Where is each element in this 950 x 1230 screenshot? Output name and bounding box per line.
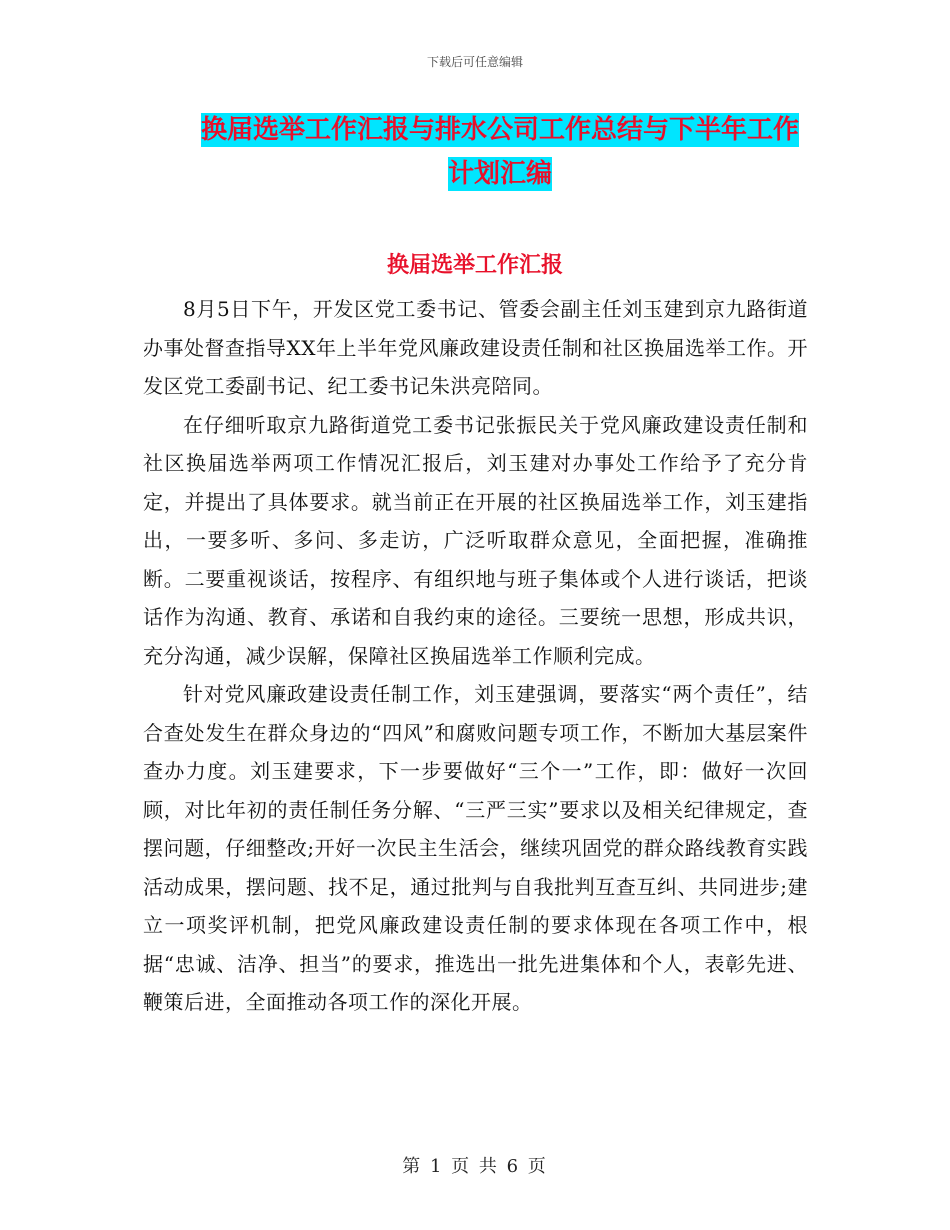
header-note: 下载后可任意编辑 xyxy=(426,55,523,69)
paragraph-1: 8月5日下午，开发区党工委书记、管委会副主任刘玉建到京九路街道办事处督查指导XX年上半年党风廉政建设责任制和社区换届选举工作。开发区党工委副书记、纪工委书记朱洪亮陪同。 xyxy=(143,297,808,398)
body-text xyxy=(143,290,808,1022)
page-footer: 第 1 页 共 6 页 xyxy=(402,1156,548,1177)
document-title-line1: 换届选举工作汇报与排水公司工作总结与下半年工作 xyxy=(200,115,799,145)
section-title: 换届选举工作汇报 xyxy=(386,253,563,278)
document-title xyxy=(150,108,850,196)
paragraph-3: 针对党风廉政建设责任制工作，刘玉建强调，要落实“两个责任”，结合查处发生在群众身边的“四风”和腐败问题专项工作，不断加大基层案件查办力度。刘玉建要求，下一步要做好“三个一”工作，即：做好一次回顾，对比年初的责任制任务分解、“三严三实”要求以及相关纪律规定，查摆问题，仔细整改;开好一次民主生活会，继续巩固党的群众路线教育实践活动成果，摆问题、找不足，通过批判与自我批判互查互纠、共同进步;建立一项奖评机制，把党风廉政建设责任制的要求体现在各项工作中，根据“忠诚、洁净、担当”的要求，推选出一批先进集体和个人，表彰先进、鞭策后进，全面推动各项工作的深化开展。 xyxy=(143,682,808,1014)
paragraph-2: 在仔细听取京九路街道党工委书记张振民关于党风廉政建设责任制和社区换届选举两项工作情况汇报后，刘玉建对办事处工作给予了充分肯定，并提出了具体要求。就当前正在开展的社区换届选举工作，刘玉建指出，一要多听、多问、多走访，广泛听取群众意见，全面把握，准确推断。二要重视谈话，按程序、有组织地与班子集体或个人进行谈话，把谈话作为沟通、教育、承诺和自我约束的途径。三要统一思想，形成共识，充分沟通，减少误解，保障社区换届选举工作顺利完成。 xyxy=(143,412,808,668)
document-title-line2: 计划汇编 xyxy=(447,159,552,189)
